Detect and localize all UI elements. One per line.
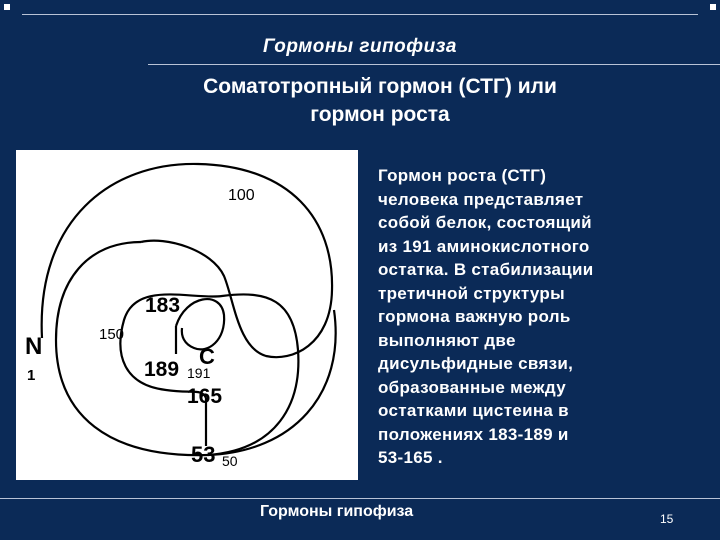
- description-line: 53-165 .: [378, 448, 443, 467]
- label-pos-189: 189: [144, 358, 180, 381]
- footer-rule: [0, 498, 720, 499]
- description-text: [378, 164, 708, 470]
- description-line: гормона важную роль: [378, 307, 571, 326]
- label-pos-150: 150: [99, 326, 125, 343]
- slide-title: [0, 73, 720, 129]
- corner-mark-top-right: [710, 4, 716, 10]
- label-pos-53: 53: [191, 442, 216, 467]
- slide-title-line-1: Соматотропный гормон (СТГ) или: [203, 75, 557, 98]
- description-line: выполняют две: [378, 330, 516, 350]
- footer-title: Гормоны гипофиза: [260, 503, 414, 520]
- description-line: собой белок, состоящий: [378, 213, 592, 232]
- description-line: образованные между: [378, 377, 566, 397]
- page-number: 15: [660, 512, 674, 526]
- header-rule: [148, 64, 720, 65]
- description-line: дисульфидные связи,: [378, 354, 574, 373]
- label-pos-50: 50: [222, 453, 238, 469]
- label-pos-183: 183: [145, 294, 181, 317]
- description-line: третичной структуры: [378, 283, 565, 303]
- label-pos-1: 1: [27, 367, 36, 384]
- label-n-terminus: N: [25, 333, 43, 360]
- header-title: Гормоны гипофиза: [263, 36, 457, 57]
- label-pos-165: 165: [187, 385, 223, 408]
- description-line: остатка. В стабилизации: [378, 260, 594, 279]
- description-line: остатками цистеина в: [378, 401, 569, 420]
- chain-c-terminal-loop: [176, 299, 224, 349]
- slide-title-line-2: гормон роста: [310, 103, 450, 126]
- corner-mark-top-left: [4, 4, 10, 10]
- label-pos-191: 191: [187, 365, 211, 381]
- label-pos-100: 100: [228, 187, 255, 204]
- label-c-terminus: C: [199, 344, 215, 369]
- protein-structure-diagram: [16, 150, 358, 480]
- protein-fold-svg: [16, 150, 358, 480]
- description-line: Гормон роста (СТГ): [378, 166, 547, 185]
- top-rule: [22, 14, 698, 15]
- description-line: человека представляет: [378, 189, 584, 209]
- description-line: положениях 183-189 и: [378, 424, 569, 444]
- description-line: из 191 аминокислотного: [378, 236, 590, 256]
